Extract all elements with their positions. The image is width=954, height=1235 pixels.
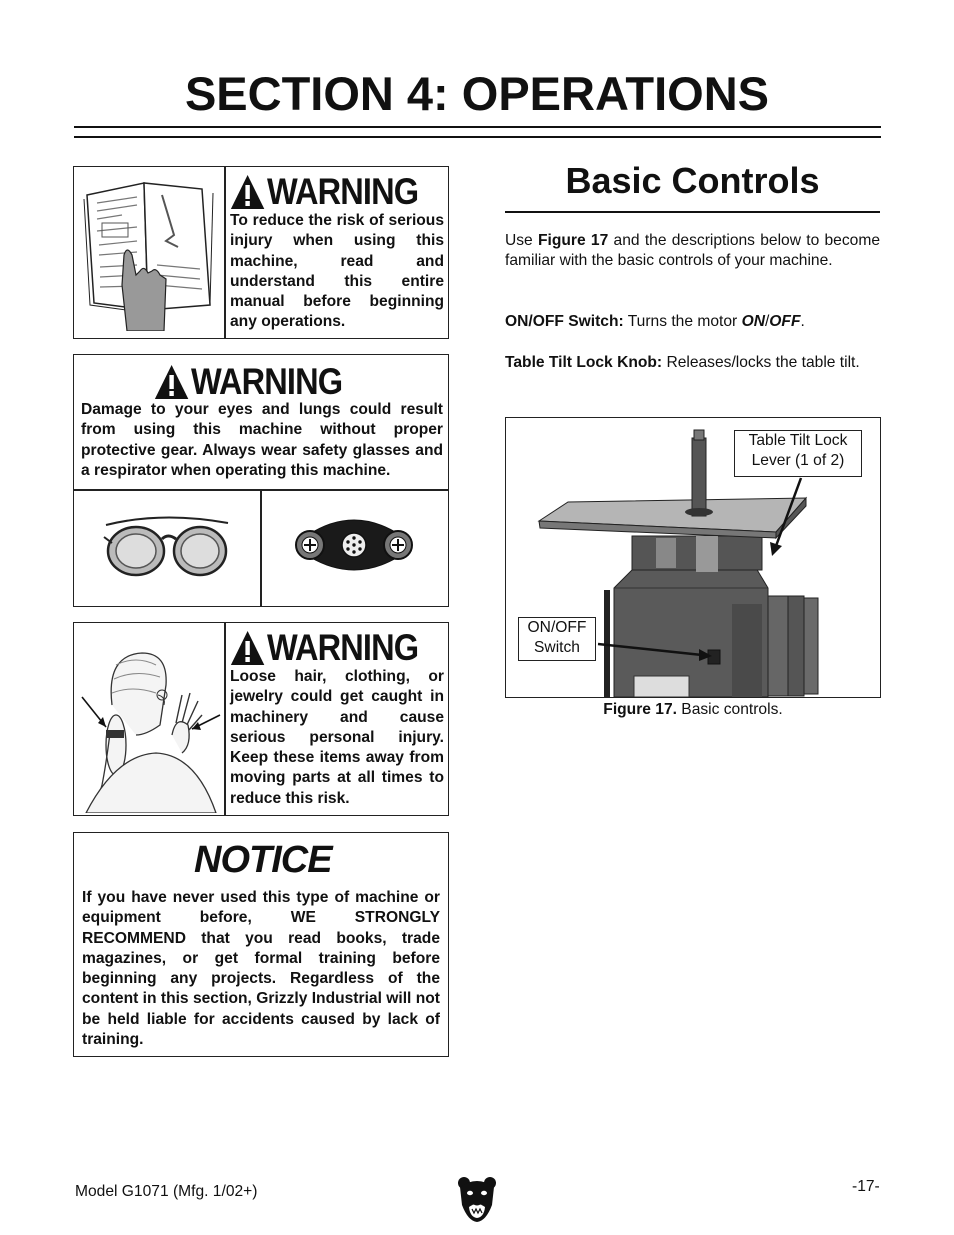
figure-17-photo [505,417,881,698]
callout-line: Lever (1 of 2) [751,452,845,469]
tilt-text: Releases/locks the table tilt. [662,354,860,371]
footer-model: Model G1071 (Mfg. 1/02+) [75,1183,258,1200]
onoff-label: ON/OFF Switch: [505,313,624,330]
warning-header [230,629,444,666]
notice-heading: NOTICE [194,839,332,881]
callout-onoff-switch [518,617,596,661]
page-title: SECTION 4: OPERATIONS [184,67,770,120]
onoff-description [505,312,880,332]
slash: / [764,313,770,330]
warning-text: Damage to your eyes and lungs could result from using this machine without proper protective gear. Always wear safety glasses and a respirator when operating this machine. [81,401,443,479]
basic-controls-heading: Basic Controls [565,160,820,201]
warning-box-manual [73,166,449,339]
tilt-label: Table Tilt Lock Knob: [505,354,663,371]
warning-label: WARNING [266,171,419,212]
warning-text: Loose hair, clothing, or jewelry could get caught in machinery and cause serious personal injury. Keep these items away from moving parts at all times to reduce this risk. [230,668,444,807]
off-label: OFF [769,313,801,330]
on-label: ON [741,313,765,330]
callout-line: ON/OFF [527,619,587,636]
divider [260,489,262,606]
warning-triangle-icon [230,630,265,666]
warning-box-loose-clothing [73,622,449,816]
divider [224,167,226,338]
heading-rule [505,211,880,213]
intro-text: and the descriptions below to become familiar with the basic controls of your machine. [505,232,880,270]
intro-text: Use [505,232,538,249]
warning-box-protective-gear [73,354,449,607]
callout-table-tilt-lock [734,430,862,477]
warning-label: WARNING [190,361,343,402]
warning-triangle-icon [154,364,189,400]
divider [224,623,226,815]
figure-caption [505,701,881,719]
person-with-ponytail-illustration [76,635,222,813]
period: . [800,313,805,330]
reading-manual-illustration [82,175,220,331]
notice-text: If you have never used this type of machine or equipment before, WE STRONGLY RECOMMEND that you read books, trade magazines, or get formal training before beginning any projects. Regardless of the content in this section, Grizzly Industrial will not be held liable for accidents caused by lack of training. [82,889,440,1049]
warning-triangle-icon [230,174,265,210]
footer-page-number: -17- [852,1178,880,1195]
caption-text: Basic controls. [676,701,783,718]
grizzly-bear-logo [456,1175,498,1223]
safety-glasses-icon [102,507,232,587]
warning-header [154,363,368,400]
notice-box [73,832,449,1057]
caption-label: Figure 17. [603,701,677,718]
intro-paragraph [505,231,880,272]
warning-label: WARNING [266,627,419,668]
figure-reference: Figure 17 [538,232,609,249]
warning-text: To reduce the risk of serious injury when using this machine, read and understand this entire manual before beginning any operations. [230,212,444,331]
title-rule-bottom [74,136,881,138]
tilt-description [505,353,880,373]
respirator-icon [294,513,414,575]
warning-header [230,173,444,210]
callout-line: Switch [534,639,580,656]
onoff-text: Turns the motor [623,313,742,330]
title-rule-top [74,126,881,128]
callout-line: Table Tilt Lock [748,432,848,449]
